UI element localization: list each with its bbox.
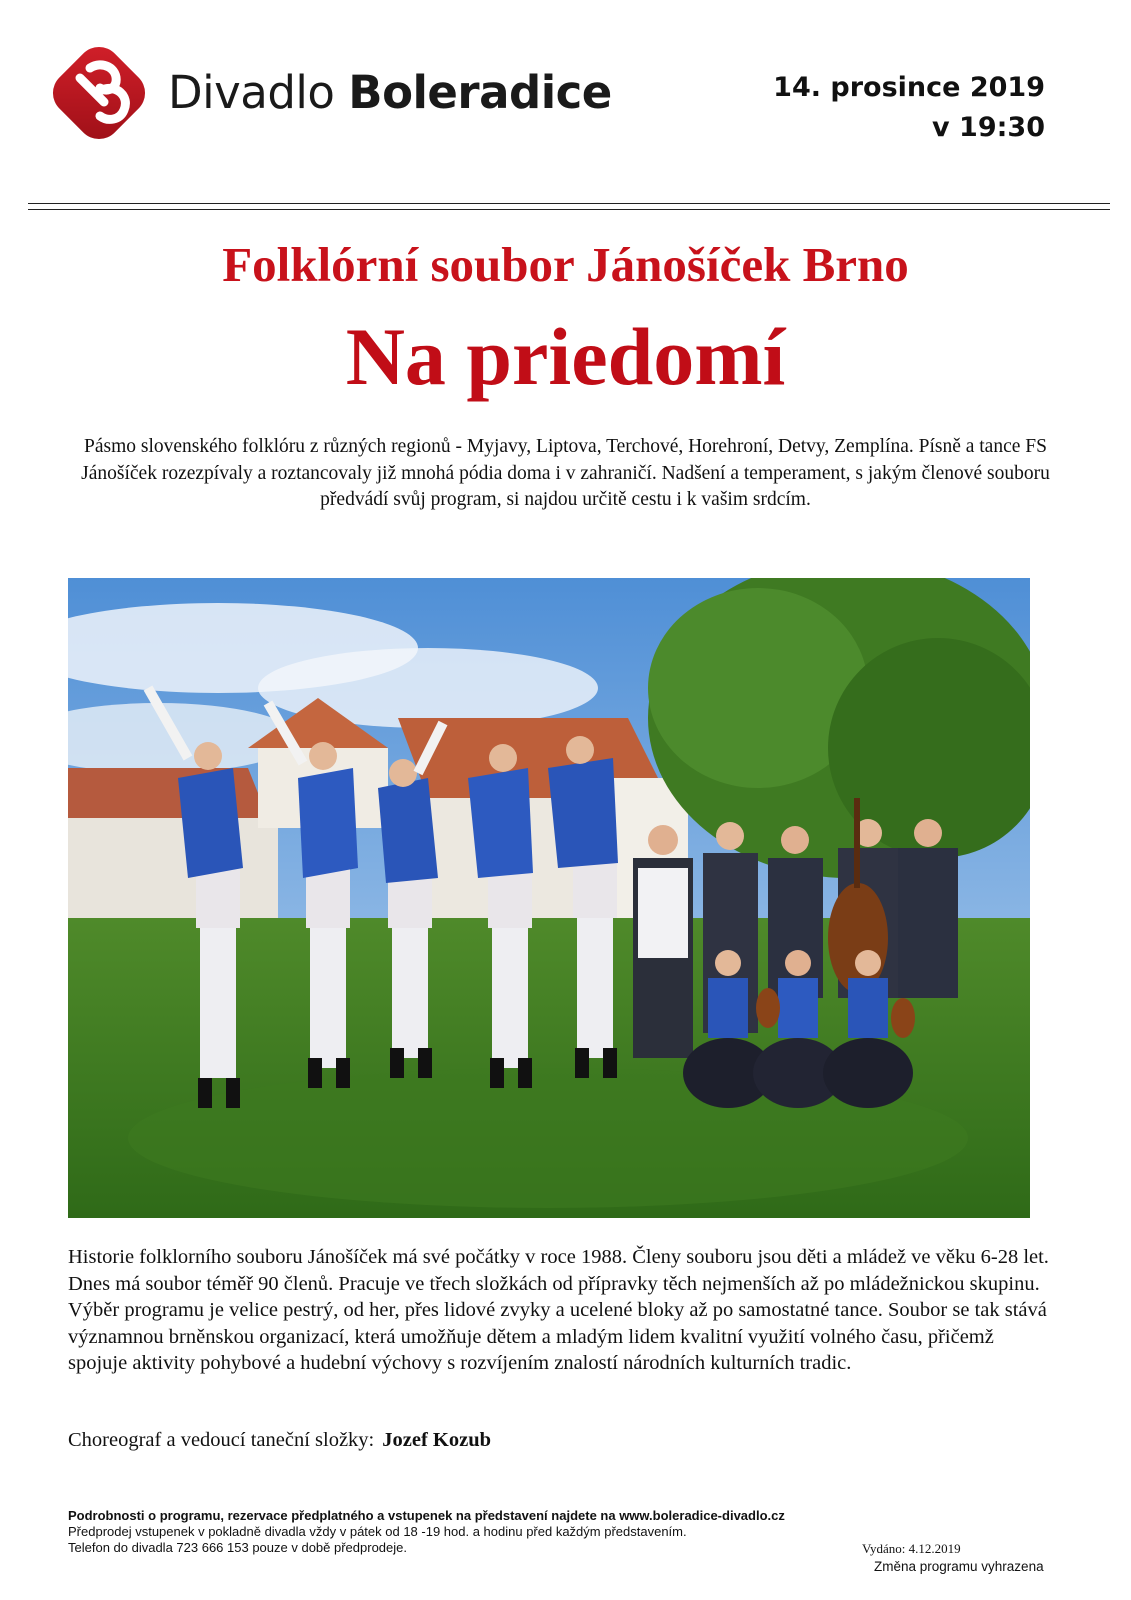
boleradice-logo-icon — [44, 38, 154, 148]
event-datetime — [773, 68, 1045, 148]
issued-date: Vydáno: 4.12.2019 — [862, 1541, 961, 1556]
intro-paragraph: Pásmo slovenského folklóru z různých regionů - Myjavy, Liptova, Terchové, Horehroní, Detvy, Zemplína. Písně a tance FS Jánošíček rozezpívaly a roztancovaly již mnohá pódia doma i v zahraničí. Nadšení a temperament, s jakým členové souboru předvádí svůj program, si najdou určitě cestu i k vašim srdcím. — [81, 436, 1050, 510]
footer-line-phone: Telefon do divadla 723 666 153 pouze v době předprodeje. — [68, 1540, 407, 1555]
theatre-name — [168, 66, 612, 119]
footer-line-details: Podrobnosti o programu, rezervace předplatného a vstupenek na představení najdete na www.boleradice-divadlo.cz — [68, 1508, 785, 1523]
choreographer-label: Choreograf a vedoucí taneční složky: — [68, 1429, 375, 1451]
footer-line-presale: Předprodej vstupenek v pokladně divadla vždy v pátek od 18 -19 hod. a hodinu před každým představením. — [68, 1524, 687, 1539]
footer-info — [68, 1508, 785, 1556]
header-divider-bottom — [28, 209, 1110, 210]
history-paragraph: Historie folklorního souboru Jánošíček má své počátky v roce 1988. Členy souboru jsou děti a mládež ve věku 6-28 let. Dnes má soubor téměř 90 členů. Pracuje ve třech složkách od přípravky těch nejmenších až po mládežnickou skupinu. Výběr programu je velice pestrý, od her, přes lidové zvyky a ucelené bloky až po samostatné tance. Soubor se tak stává významnou brněnskou organizací, která umožňuje dětem a mladým lidem kvalitní využití volného času, přičemž spojuje aktivity pohybové a hudební výchovy s rozvíjením znalostí národních kulturních tradic. — [68, 1246, 1049, 1374]
header-divider-top — [28, 203, 1110, 204]
choreographer-line — [68, 1429, 491, 1452]
change-notice: Změna programu vyhrazena — [874, 1559, 1044, 1574]
event-time: v 19:30 — [932, 112, 1045, 143]
choreographer-name: Jozef Kozub — [382, 1429, 491, 1451]
ensemble-photo — [68, 578, 1030, 1218]
ensemble-title: Folklórní soubor Jánošíček Brno — [222, 237, 909, 292]
theatre-name-bold: Boleradice — [348, 66, 612, 119]
event-date: 14. prosince 2019 — [773, 72, 1045, 103]
show-title: Na priedomí — [345, 311, 786, 402]
theatre-name-light: Divadlo — [168, 66, 349, 119]
